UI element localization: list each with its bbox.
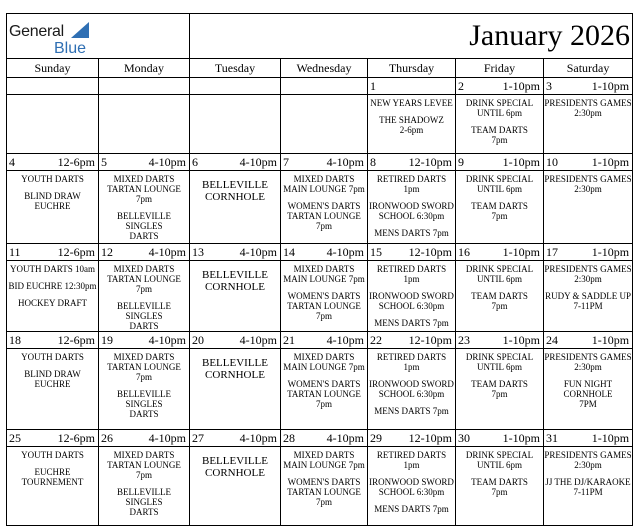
event-line: MIXED DARTS	[113, 352, 175, 362]
event-line: PRESIDENTS GAMES	[544, 264, 632, 274]
day-cell-events	[190, 95, 281, 154]
event-line	[368, 284, 455, 291]
day-cell-events	[7, 349, 99, 430]
day-hours: 1-10pm	[591, 155, 630, 169]
day-cell-events	[281, 95, 368, 154]
day-cell-header	[190, 332, 281, 349]
event-line: TARTAN LOUNGE 7pm	[287, 211, 361, 231]
event-line: TARTAN LOUNGE 7pm	[287, 301, 361, 321]
event-line	[368, 497, 455, 504]
event-line: MAIN LOUNGE 7pm	[283, 274, 365, 284]
day-hours: 4-10pm	[148, 245, 186, 259]
day-number: 31	[546, 431, 558, 445]
day-cell-header	[544, 154, 633, 171]
day-number: 20	[192, 333, 204, 347]
event-line: 7pm	[491, 301, 508, 311]
day-cell-header	[99, 332, 190, 349]
day-number: 21	[283, 333, 295, 347]
day-number: 14	[283, 245, 295, 259]
event-line: PRESIDENTS GAMES	[544, 450, 632, 460]
event-line	[7, 184, 98, 191]
day-cell-events	[99, 447, 190, 526]
day-cell-events	[368, 171, 456, 244]
event-line	[368, 399, 455, 406]
weekday-thursday: Thursday	[368, 59, 456, 78]
weekday-monday: Monday	[99, 59, 190, 78]
event-line	[368, 311, 455, 318]
day-cell-events	[544, 349, 633, 430]
day-hours: 4-10pm	[148, 333, 186, 347]
event-line	[544, 372, 632, 379]
general-blue-logo	[7, 14, 189, 58]
event-line: MENS DARTS 7pm	[374, 228, 449, 238]
event-line: CORNHOLE	[205, 467, 265, 479]
event-line: 2-6pm	[399, 125, 424, 135]
day-hours: 12-6pm	[57, 245, 95, 259]
event-line: YOUTH DARTS	[21, 352, 84, 362]
day-number: 16	[458, 245, 470, 259]
day-cell-header	[544, 430, 633, 447]
event-line	[368, 194, 455, 201]
event-line: MAIN LOUNGE 7pm	[283, 362, 365, 372]
event-line: EUCHRE	[34, 467, 71, 477]
day-number: 9	[458, 155, 464, 169]
day-cell-header	[456, 78, 544, 95]
event-line: MENS DARTS 7pm	[374, 318, 449, 328]
day-number: 10	[546, 155, 558, 169]
day-cell-events	[99, 95, 190, 154]
day-hours: 12-10pm	[408, 155, 452, 169]
event-line: 7-11PM	[573, 487, 603, 497]
event-line: WOMEN'S DARTS	[287, 379, 361, 389]
day-cell-events	[281, 261, 368, 332]
day-cell-header	[190, 430, 281, 447]
event-line: WOMEN'S DARTS	[287, 291, 361, 301]
day-hours: 12-6pm	[57, 431, 95, 445]
day-cell-header	[368, 332, 456, 349]
day-cell-events	[281, 349, 368, 430]
day-cell-events	[368, 447, 456, 526]
week-4-date-row	[7, 332, 633, 349]
event-line: RETIRED DARTS 1pm	[376, 450, 447, 470]
event-line: DARTS	[129, 409, 159, 419]
day-cell-header	[190, 244, 281, 261]
logo-blue-text: Blue	[54, 40, 87, 57]
day-cell-events	[544, 171, 633, 244]
event-line: MIXED DARTS	[113, 174, 175, 184]
day-hours: 4-10pm	[326, 333, 364, 347]
event-line: DRINK SPECIAL	[465, 450, 534, 460]
event-line: RUDY & SADDLE UP	[545, 291, 631, 301]
day-hours: 12-10pm	[408, 431, 452, 445]
day-cell-events	[7, 95, 99, 154]
day-number: 28	[283, 431, 295, 445]
event-line: 2:30pm	[574, 274, 602, 284]
event-line: RETIRED DARTS 1pm	[376, 174, 447, 194]
event-line: SCHOOL 6:30pm	[378, 211, 445, 221]
event-line: MENS DARTS 7pm	[374, 504, 449, 514]
event-line: 2:30pm	[574, 108, 602, 118]
event-line: IRONWOOD SWORD	[369, 291, 454, 301]
event-line: UNTIL 6pm	[477, 184, 522, 194]
event-line: BELLEVILLE	[202, 179, 268, 191]
day-number: 19	[101, 333, 113, 347]
event-line	[456, 118, 543, 125]
day-cell-events	[368, 95, 456, 154]
day-cell-events	[456, 171, 544, 244]
day-cell-header	[7, 154, 99, 171]
event-line: DRINK SPECIAL	[465, 352, 534, 362]
event-line: MIXED DARTS	[113, 450, 175, 460]
event-line: UNTIL 6pm	[477, 274, 522, 284]
day-cell-header	[281, 154, 368, 171]
event-line: TOURNEMENT	[21, 477, 84, 487]
week-1-events-row	[7, 95, 633, 154]
event-line: BID EUCHRE 12:30pm	[8, 281, 97, 291]
event-line: WOMEN'S DARTS	[287, 477, 361, 487]
event-line: SCHOOL 6:30pm	[378, 301, 445, 311]
day-hours: 1-10pm	[591, 79, 630, 93]
event-line	[281, 284, 367, 291]
day-hours: 12-6pm	[57, 155, 95, 169]
day-number: 1	[370, 79, 376, 93]
event-line: TARTAN LOUNGE 7pm	[107, 362, 181, 382]
event-line: BELLEVILLE SINGLES	[117, 301, 171, 321]
event-line: DRINK SPECIAL	[465, 174, 534, 184]
day-hours: 4-10pm	[239, 155, 277, 169]
event-line: MIXED DARTS	[293, 264, 355, 274]
day-hours: 12-10pm	[408, 333, 452, 347]
day-hours: 1-10pm	[591, 245, 630, 259]
event-line	[7, 291, 98, 298]
event-line	[456, 470, 543, 477]
event-line: DARTS	[129, 231, 159, 241]
day-cell-header	[281, 244, 368, 261]
day-cell-header	[190, 154, 281, 171]
weekday-tuesday: Tuesday	[190, 59, 281, 78]
event-line: EUCHRE	[34, 201, 71, 211]
day-cell-events	[281, 171, 368, 244]
event-line: IRONWOOD SWORD	[369, 477, 454, 487]
event-line: JJ THE DJ/KARAOKE	[545, 477, 631, 487]
day-cell-events	[456, 447, 544, 526]
event-line: 7pm	[491, 211, 508, 221]
day-hours: 1-10pm	[591, 333, 630, 347]
weekday-wednesday: Wednesday	[281, 59, 368, 78]
day-cell-header	[7, 332, 99, 349]
event-line: MIXED DARTS	[293, 174, 355, 184]
event-line: BELLEVILLE	[202, 357, 268, 369]
day-number: 17	[546, 245, 558, 259]
event-line: BELLEVILLE SINGLES	[117, 487, 171, 507]
day-number: 30	[458, 431, 470, 445]
day-cell-events	[190, 447, 281, 526]
day-hours: 4-10pm	[326, 155, 364, 169]
day-cell-header	[7, 244, 99, 261]
weeks-body	[7, 78, 633, 526]
week-4-events-row	[7, 349, 633, 430]
event-line: TARTAN LOUNGE 7pm	[287, 487, 361, 507]
event-line: TEAM DARTS	[471, 201, 528, 211]
event-line: DARTS	[129, 507, 159, 517]
day-cell-events	[99, 171, 190, 244]
event-line: UNTIL 6pm	[477, 362, 522, 372]
event-line	[99, 294, 189, 301]
day-cell-header	[7, 78, 99, 95]
event-line: MAIN LOUNGE 7pm	[283, 184, 365, 194]
event-line	[99, 382, 189, 389]
event-line: 2:30pm	[574, 362, 602, 372]
event-line: TARTAN LOUNGE 7pm	[107, 460, 181, 480]
event-line: BELLEVILLE SINGLES	[117, 211, 171, 231]
event-line	[456, 194, 543, 201]
day-hours: 1-10pm	[502, 155, 540, 169]
day-number: 29	[370, 431, 382, 445]
day-cell-events	[368, 349, 456, 430]
day-cell-header	[456, 332, 544, 349]
event-line: HOCKEY DRAFT	[18, 298, 87, 308]
event-line: YOUTH DARTS	[21, 450, 84, 460]
day-cell-header	[456, 154, 544, 171]
event-line	[99, 480, 189, 487]
week-2-events-row	[7, 171, 633, 244]
day-cell-header	[456, 430, 544, 447]
month-title: January 2026	[190, 14, 633, 59]
event-line: UNTIL 6pm	[477, 108, 522, 118]
day-cell-header	[281, 332, 368, 349]
day-cell-header	[99, 78, 190, 95]
day-cell-header	[544, 332, 633, 349]
weekday-sunday: Sunday	[7, 59, 99, 78]
day-cell-events	[190, 171, 281, 244]
week-3-events-row	[7, 261, 633, 332]
event-line: 7pm	[491, 389, 508, 399]
week-2-date-row	[7, 154, 633, 171]
day-cell-events	[544, 447, 633, 526]
day-cell-header	[368, 244, 456, 261]
weekday-header-row	[7, 59, 633, 78]
event-line: TARTAN LOUNGE 7pm	[107, 274, 181, 294]
day-cell-header	[544, 244, 633, 261]
event-line: IRONWOOD SWORD	[369, 201, 454, 211]
day-cell-events	[456, 349, 544, 430]
day-cell-events	[456, 95, 544, 154]
event-line: CORNHOLE	[205, 369, 265, 381]
event-line: MIXED DARTS	[293, 352, 355, 362]
day-cell-header	[281, 78, 368, 95]
day-hours: 4-10pm	[326, 245, 364, 259]
event-line	[368, 108, 455, 115]
event-line	[544, 284, 632, 291]
day-cell-events	[7, 171, 99, 244]
event-line: YOUTH DARTS 10am	[10, 264, 95, 274]
day-cell-events	[190, 349, 281, 430]
event-line	[456, 284, 543, 291]
day-cell-events	[190, 261, 281, 332]
event-line: TEAM DARTS	[471, 477, 528, 487]
event-line: BELLEVILLE	[202, 269, 268, 281]
event-line: NEW YEARS LEVEE	[370, 98, 453, 108]
day-hours: 4-10pm	[239, 333, 277, 347]
event-line	[7, 274, 98, 281]
event-line: FUN NIGHT	[563, 379, 613, 389]
day-hours: 12-6pm	[57, 333, 95, 347]
day-cell-events	[544, 95, 633, 154]
event-line	[7, 362, 98, 369]
day-cell-events	[456, 261, 544, 332]
event-line: DARTS	[129, 321, 159, 331]
day-number: 25	[9, 431, 21, 445]
day-cell-events	[281, 447, 368, 526]
header-row	[7, 14, 633, 59]
weekday-friday: Friday	[456, 59, 544, 78]
week-1-date-row	[7, 78, 633, 95]
day-number: 5	[101, 155, 107, 169]
day-number: 6	[192, 155, 198, 169]
event-line: WOMEN'S DARTS	[287, 201, 361, 211]
day-hours: 1-10pm	[502, 245, 540, 259]
day-cell-events	[7, 447, 99, 526]
event-line	[544, 470, 632, 477]
event-line: RETIRED DARTS 1pm	[376, 264, 447, 284]
event-line: TEAM DARTS	[471, 291, 528, 301]
day-number: 7	[283, 155, 289, 169]
event-line	[281, 470, 367, 477]
event-line: IRONWOOD SWORD	[369, 379, 454, 389]
event-line: SCHOOL 6:30pm	[378, 487, 445, 497]
event-line	[99, 204, 189, 211]
event-line: MENS DARTS 7pm	[374, 406, 449, 416]
week-5-date-row	[7, 430, 633, 447]
day-number: 18	[9, 333, 21, 347]
day-number: 12	[101, 245, 113, 259]
day-hours: 1-10pm	[502, 79, 540, 93]
event-line: THE SHADOWZ	[379, 115, 444, 125]
day-cell-header	[7, 430, 99, 447]
weekday-saturday: Saturday	[544, 59, 633, 78]
day-number: 4	[9, 155, 15, 169]
event-line	[368, 221, 455, 228]
day-cell-header	[368, 78, 456, 95]
day-hours: 4-10pm	[148, 431, 186, 445]
day-cell-header	[281, 430, 368, 447]
event-line: BLIND DRAW	[24, 369, 81, 379]
event-line	[456, 372, 543, 379]
day-cell-header	[99, 154, 190, 171]
day-hours: 12-10pm	[408, 245, 452, 259]
event-line: CORNHOLE	[563, 389, 613, 399]
day-number: 11	[9, 245, 21, 259]
day-number: 3	[546, 79, 552, 93]
event-line: CORNHOLE	[205, 281, 265, 293]
logo-triangle-icon	[71, 22, 89, 38]
day-number: 22	[370, 333, 382, 347]
day-cell-events	[368, 261, 456, 332]
event-line: TEAM DARTS	[471, 379, 528, 389]
calendar-grid	[6, 13, 633, 526]
day-cell-header	[368, 430, 456, 447]
logo-cell	[7, 14, 190, 59]
day-number: 8	[370, 155, 376, 169]
event-line: BELLEVILLE SINGLES	[117, 389, 171, 409]
event-line	[281, 194, 367, 201]
day-cell-header	[99, 430, 190, 447]
day-hours: 4-10pm	[326, 431, 364, 445]
day-cell-header	[99, 244, 190, 261]
event-line: 7pm	[491, 135, 508, 145]
day-cell-header	[368, 154, 456, 171]
day-number: 24	[546, 333, 558, 347]
event-line	[368, 372, 455, 379]
event-line: PRESIDENTS GAMES	[544, 174, 632, 184]
day-cell-header	[190, 78, 281, 95]
event-line: 7PM	[579, 399, 597, 409]
event-line: BELLEVILLE	[202, 455, 268, 467]
event-line: TEAM DARTS	[471, 125, 528, 135]
day-cell-events	[7, 261, 99, 332]
event-line: RETIRED DARTS 1pm	[376, 352, 447, 372]
event-line: EUCHRE	[34, 379, 71, 389]
event-line: DRINK SPECIAL	[465, 264, 534, 274]
event-line: PRESIDENTS GAMES	[544, 352, 632, 362]
day-cell-events	[99, 261, 190, 332]
event-line	[7, 460, 98, 467]
day-hours: 1-10pm	[502, 431, 540, 445]
day-cell-header	[544, 78, 633, 95]
event-line: MIXED DARTS	[293, 450, 355, 460]
event-line: 7pm	[491, 487, 508, 497]
day-cell-events	[544, 261, 633, 332]
event-line: BLIND DRAW	[24, 191, 81, 201]
day-number: 13	[192, 245, 204, 259]
week-5-events-row	[7, 447, 633, 526]
day-hours: 4-10pm	[148, 155, 186, 169]
day-hours: 1-10pm	[591, 431, 630, 445]
event-line: SCHOOL 6:30pm	[378, 389, 445, 399]
day-hours: 4-10pm	[239, 245, 277, 259]
event-line: MAIN LOUNGE 7pm	[283, 460, 365, 470]
event-line: 2:30pm	[574, 460, 602, 470]
event-line: UNTIL 6pm	[477, 460, 522, 470]
day-number: 2	[458, 79, 464, 93]
event-line: MIXED DARTS	[113, 264, 175, 274]
day-number: 26	[101, 431, 113, 445]
event-line	[368, 470, 455, 477]
day-cell-header	[456, 244, 544, 261]
event-line: YOUTH DARTS	[21, 174, 84, 184]
logo-general-text: General	[9, 23, 64, 40]
week-3-date-row	[7, 244, 633, 261]
day-cell-events	[99, 349, 190, 430]
event-line: DRINK SPECIAL	[465, 98, 534, 108]
event-line: PRESIDENTS GAMES	[544, 98, 632, 108]
event-line: 7-11PM	[573, 301, 603, 311]
day-hours: 1-10pm	[502, 333, 540, 347]
day-hours: 4-10pm	[239, 431, 277, 445]
event-line: CORNHOLE	[205, 191, 265, 203]
event-line: TARTAN LOUNGE 7pm	[287, 389, 361, 409]
event-line: 2:30pm	[574, 184, 602, 194]
day-number: 23	[458, 333, 470, 347]
event-line	[281, 372, 367, 379]
event-line: TARTAN LOUNGE 7pm	[107, 184, 181, 204]
day-number: 27	[192, 431, 204, 445]
day-number: 15	[370, 245, 382, 259]
